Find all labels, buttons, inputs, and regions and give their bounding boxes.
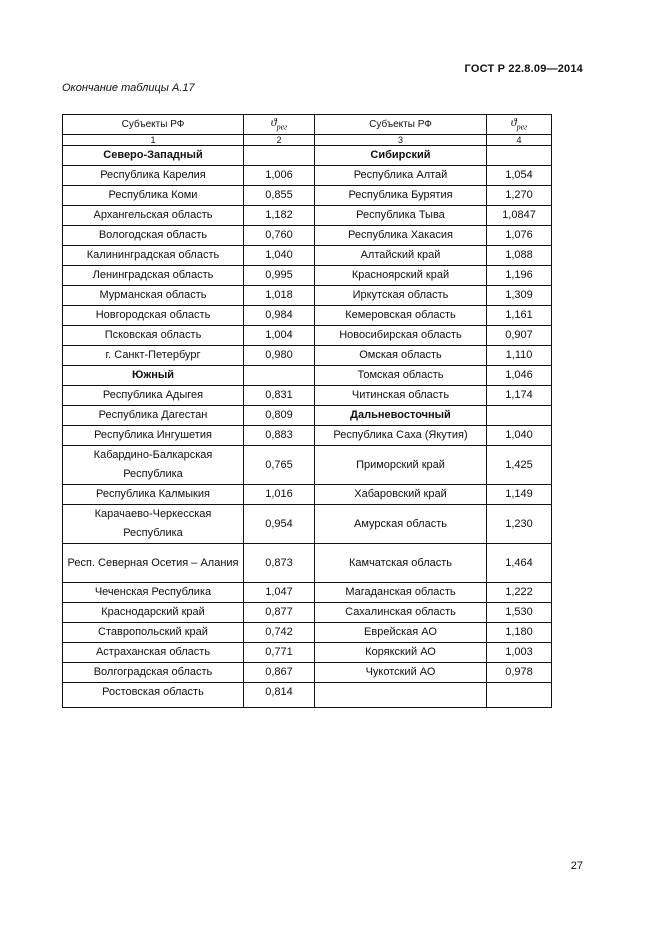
subject-name: Еврейская АО [315, 623, 487, 643]
column-header-subjects-left: Субъекты РФ [63, 115, 244, 135]
subject-name: Сахалинская область [315, 603, 487, 623]
coefficient-value: 1,047 [244, 583, 315, 603]
subject-name: Читинская область [315, 386, 487, 406]
subject-name: Республика Дагестан [63, 406, 244, 426]
table-row [63, 346, 552, 366]
coefficient-value: 0,867 [244, 663, 315, 683]
standard-designation: ГОСТ Р 22.8.09—2014 [464, 63, 583, 75]
coefficient-value: 1,076 [487, 226, 552, 246]
region-heading: Северо-Западный [63, 146, 244, 166]
coefficient-value [244, 146, 315, 166]
coefficient-value: 1,040 [244, 246, 315, 266]
subject-name: Волгоградская область [63, 663, 244, 683]
table-row [63, 643, 552, 663]
subject-name: Астраханская область [63, 643, 244, 663]
region-heading: Южный [63, 366, 244, 386]
coefficient-value: 0,765 [244, 446, 315, 485]
coefficient-value: 0,855 [244, 186, 315, 206]
subject-name: Чукотский АО [315, 663, 487, 683]
column-number: 1 [63, 135, 244, 146]
coefficient-value: 1,016 [244, 485, 315, 505]
coefficient-value: 1,003 [487, 643, 552, 663]
coefficient-value: 1,230 [487, 505, 552, 544]
subject-name: Вологодская область [63, 226, 244, 246]
subject-name: Мурманская область [63, 286, 244, 306]
table-row [63, 426, 552, 446]
coefficient-symbol: $ϑ_{рег}$ [510, 115, 528, 132]
table-row [63, 505, 552, 544]
subject-name: Республика Алтай [315, 166, 487, 186]
subject-name: Хабаровский край [315, 485, 487, 505]
subject-name: Кемеровская область [315, 306, 487, 326]
subject-name: Республика Саха (Якутия) [315, 426, 487, 446]
coefficient-value: 1,004 [244, 326, 315, 346]
subject-name: Калининградская область [63, 246, 244, 266]
coefficients-table [62, 114, 552, 708]
coefficient-value: 0,831 [244, 386, 315, 406]
coefficient-value: 1,161 [487, 306, 552, 326]
coefficient-value: 1,270 [487, 186, 552, 206]
table-row [63, 446, 552, 485]
coefficient-value: 1,0847 [487, 206, 552, 226]
coefficient-value: 0,814 [244, 683, 315, 708]
subject-name: Приморский край [315, 446, 487, 485]
table-row [63, 623, 552, 643]
coefficient-value: 1,309 [487, 286, 552, 306]
table-row [63, 366, 552, 386]
coefficient-value: 1,174 [487, 386, 552, 406]
coefficient-value: 1,180 [487, 623, 552, 643]
subject-name: г. Санкт-Петербург [63, 346, 244, 366]
subject-name: Новосибирская область [315, 326, 487, 346]
coefficient-value: 0,980 [244, 346, 315, 366]
coefficient-value: 0,907 [487, 326, 552, 346]
subject-name: Красноярский край [315, 266, 487, 286]
coefficient-value: 0,742 [244, 623, 315, 643]
table-caption: Окончание таблицы А.17 [62, 82, 195, 94]
table-row [63, 266, 552, 286]
table-row [63, 544, 552, 583]
table-row [63, 683, 552, 708]
page-number: 27 [570, 860, 583, 872]
coefficient-value: 1,182 [244, 206, 315, 226]
coefficient-value [487, 146, 552, 166]
subject-name: Республика Коми [63, 186, 244, 206]
subject-name: Архангельская область [63, 206, 244, 226]
coefficient-value: 1,222 [487, 583, 552, 603]
coefficient-value: 1,149 [487, 485, 552, 505]
column-header-coefficient-left [244, 115, 315, 135]
subject-name: Алтайский край [315, 246, 487, 266]
column-number: 4 [487, 135, 552, 146]
coefficient-value: 1,196 [487, 266, 552, 286]
table-row [63, 206, 552, 226]
subject-name: Респ. Северная Осетия – Алания [63, 544, 244, 583]
subject-name: Новгородская область [63, 306, 244, 326]
coefficient-value: 1,464 [487, 544, 552, 583]
subject-name: Карачаево-Черкесская Республика [63, 505, 244, 544]
coefficient-value: 0,877 [244, 603, 315, 623]
subject-name: Корякский АО [315, 643, 487, 663]
column-number: 2 [244, 135, 315, 146]
coefficient-value: 1,054 [487, 166, 552, 186]
region-heading: Дальневосточный [315, 406, 487, 426]
subject-name: Иркутская область [315, 286, 487, 306]
subject-name: Ростовская область [63, 683, 244, 708]
column-number-row [63, 135, 552, 146]
coefficient-value: 1,425 [487, 446, 552, 485]
table-row [63, 663, 552, 683]
subject-name: Кабардино-Балкарская Республика [63, 446, 244, 485]
subject-name: Чеченская Республика [63, 583, 244, 603]
subject-name: Томская область [315, 366, 487, 386]
coefficient-value: 0,883 [244, 426, 315, 446]
coefficient-value [244, 366, 315, 386]
subject-name: Магаданская область [315, 583, 487, 603]
table-body [63, 146, 552, 708]
coefficient-value [487, 683, 552, 708]
subject-name: Республика Карелия [63, 166, 244, 186]
column-header-subjects-right: Субъекты РФ [315, 115, 487, 135]
coefficient-value: 0,771 [244, 643, 315, 663]
coefficient-value: 1,110 [487, 346, 552, 366]
table-row [63, 166, 552, 186]
subject-name: Республика Тыва [315, 206, 487, 226]
subject-name: Республика Калмыкия [63, 485, 244, 505]
subject-name: Республика Адыгея [63, 386, 244, 406]
subject-name: Краснодарский край [63, 603, 244, 623]
coefficient-value: 1,006 [244, 166, 315, 186]
table-row [63, 286, 552, 306]
table-row [63, 306, 552, 326]
subject-name: Ставропольский край [63, 623, 244, 643]
table-row [63, 226, 552, 246]
subject-name: Республика Бурятия [315, 186, 487, 206]
header-row [63, 115, 552, 135]
coefficient-value: 1,088 [487, 246, 552, 266]
table-row [63, 485, 552, 505]
coefficient-value: 1,530 [487, 603, 552, 623]
subject-name: Республика Хакасия [315, 226, 487, 246]
coefficient-value: 1,018 [244, 286, 315, 306]
coefficient-value: 0,809 [244, 406, 315, 426]
coefficient-value: 0,984 [244, 306, 315, 326]
table-row [63, 186, 552, 206]
table-row [63, 406, 552, 426]
table-row [63, 583, 552, 603]
subject-name: Омская область [315, 346, 487, 366]
subject-name: Псковская область [63, 326, 244, 346]
coefficient-value: 0,995 [244, 266, 315, 286]
table-row [63, 386, 552, 406]
coefficient-value: 0,760 [244, 226, 315, 246]
coefficient-value: 1,046 [487, 366, 552, 386]
coefficient-symbol: $ϑ_{рег}$ [270, 115, 288, 132]
column-header-coefficient-right [487, 115, 552, 135]
subject-name: Республика Ингушетия [63, 426, 244, 446]
coefficient-value: 0,954 [244, 505, 315, 544]
subject-name: Камчатская область [315, 544, 487, 583]
column-number: 3 [315, 135, 487, 146]
coefficient-value: 1,040 [487, 426, 552, 446]
table-row [63, 326, 552, 346]
subject-name [315, 683, 487, 708]
region-heading: Сибирский [315, 146, 487, 166]
table-row [63, 246, 552, 266]
coefficient-value: 0,978 [487, 663, 552, 683]
table-row [63, 146, 552, 166]
subject-name: Амурская область [315, 505, 487, 544]
coefficient-value [487, 406, 552, 426]
subject-name: Ленинградская область [63, 266, 244, 286]
coefficient-value: 0,873 [244, 544, 315, 583]
table-row [63, 603, 552, 623]
